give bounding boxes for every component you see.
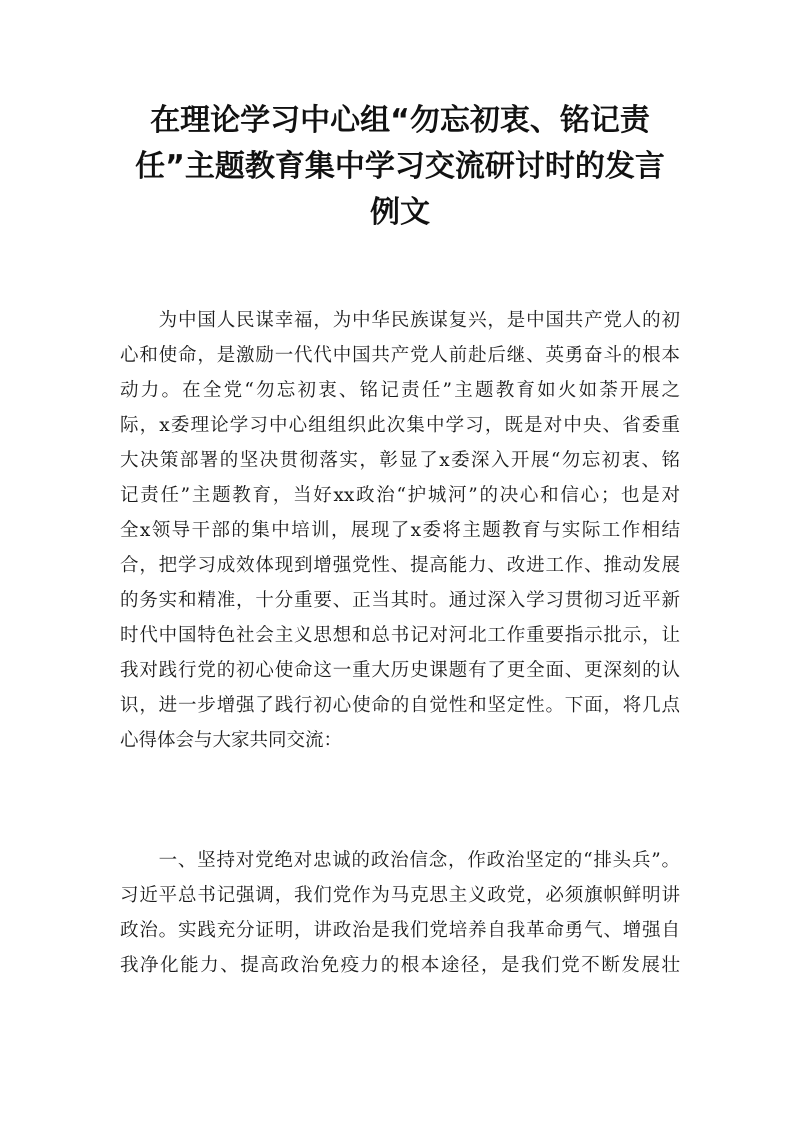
text-line: 识，进一步增强了践行初心使命的自觉性和坚定性。下面，将几点 (120, 695, 680, 716)
title-line: 在理论学习中心组“勿忘初衷、铭记责 (150, 103, 650, 138)
text-line: 一、坚持对党绝对忠诚的政治信念，作政治坚定的“排头兵”。 (120, 850, 680, 871)
text-line: 我对践行党的初心使命这一重大历史课题有了更全面、更深刻的认 (120, 660, 680, 681)
section-one-paragraph (120, 843, 680, 983)
text-line: 合，把学习成效体现到增强党性、提高能力、改进工作、推动发展 (120, 555, 680, 576)
text-line: 记责任”主题教育，当好xx政治“护城河”的决心和信心；也是对 (120, 485, 680, 506)
intro-paragraph (120, 303, 680, 758)
text-line: 心和使命，是激励一代代中国共产党人前赴后继、英勇奋斗的根本 (120, 345, 680, 366)
text-line: 大决策部署的坚决贯彻落实，彰显了x委深入开展“勿忘初衷、铭 (120, 450, 680, 471)
text-line: 政治。实践充分证明，讲政治是我们党培养自我革命勇气、增强自 (120, 920, 680, 941)
text-line: 的务实和精准，十分重要、正当其时。通过深入学习贯彻习近平新 (120, 590, 680, 611)
text-line: 我净化能力、提高政治免疫力的根本途径，是我们党不断发展壮 (120, 955, 680, 976)
document-title (110, 98, 690, 236)
text-line: 心得体会与大家共同交流： (120, 730, 343, 751)
text-line: 为中国人民谋幸福，为中华民族谋复兴，是中国共产党人的初 (120, 310, 680, 331)
text-line: 动力。在全党“勿忘初衷、铭记责任”主题教育如火如荼开展之 (120, 380, 680, 401)
title-line: 例文 (370, 195, 430, 230)
title-line: 任”主题教育集中学习交流研讨时的发言 (135, 149, 665, 184)
text-line: 全x领导干部的集中培训，展现了x委将主题教育与实际工作相结 (120, 520, 680, 541)
text-line: 习近平总书记强调，我们党作为马克思主义政党，必须旗帜鲜明讲 (120, 885, 680, 906)
text-line: 时代中国特色社会主义思想和总书记对河北工作重要指示批示，让 (120, 625, 680, 646)
text-line: 际，x委理论学习中心组组织此次集中学习，既是对中央、省委重 (120, 415, 680, 436)
